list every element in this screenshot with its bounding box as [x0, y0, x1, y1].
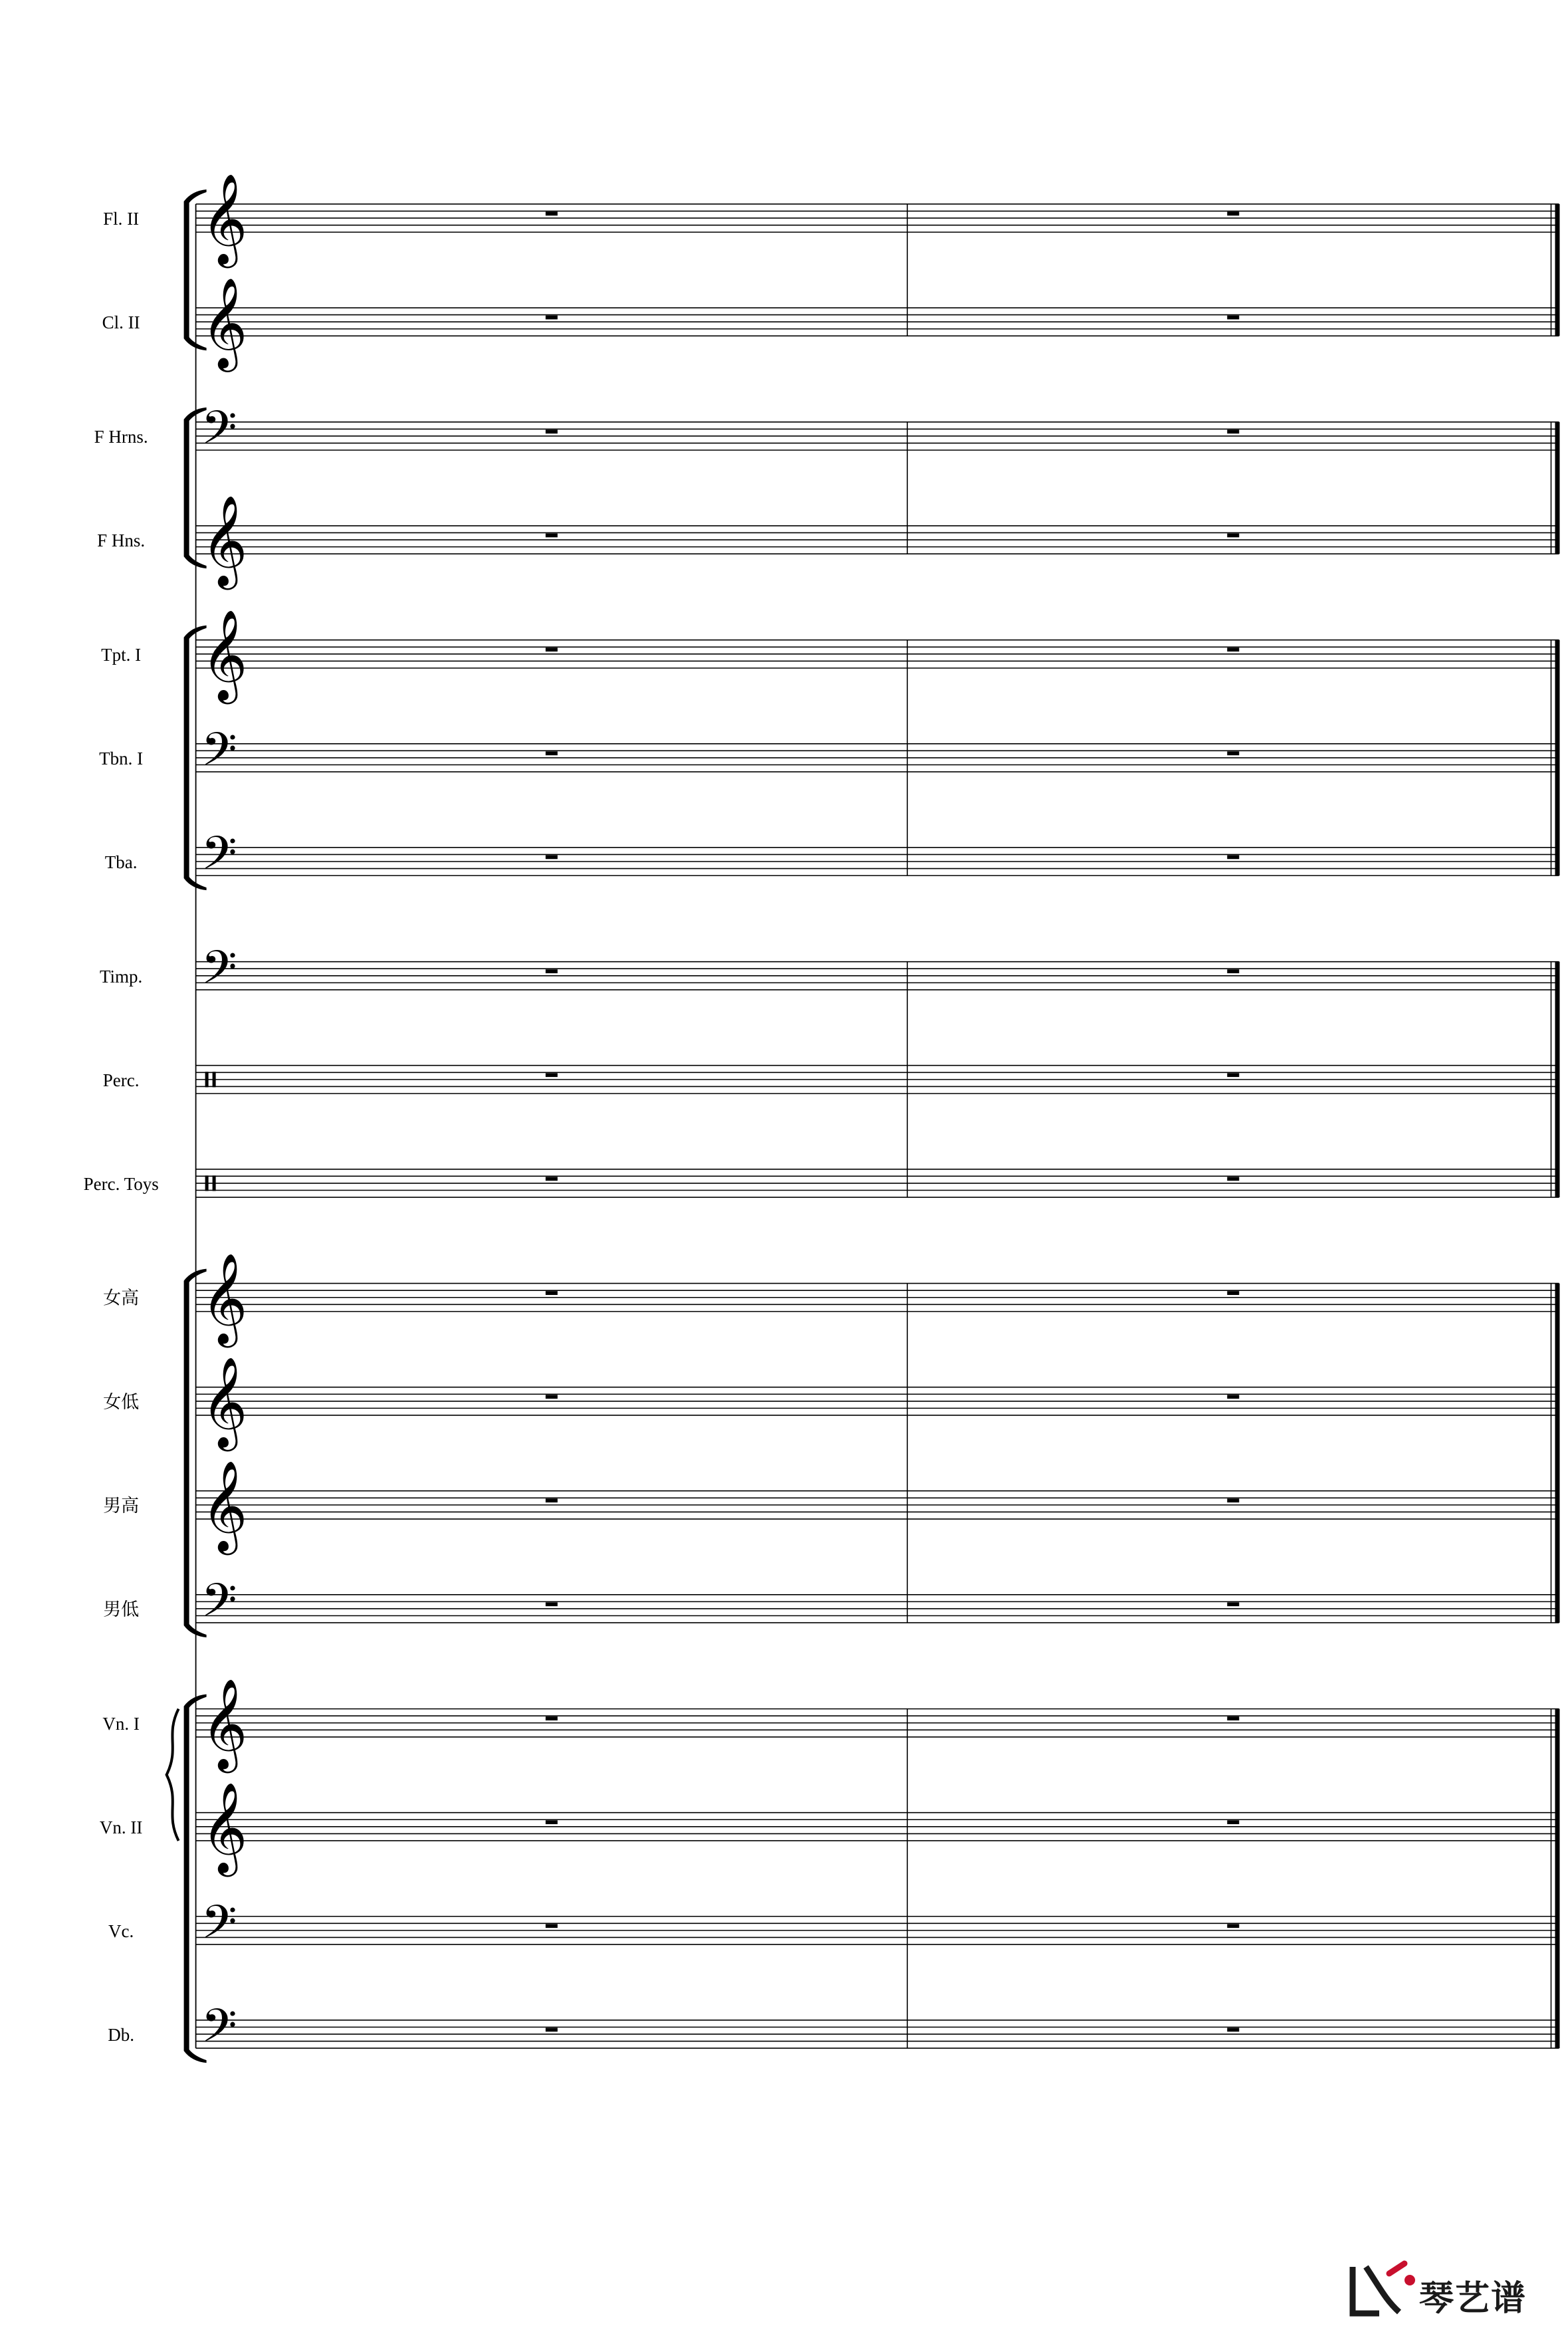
measure-rest [546, 855, 558, 859]
measure-rest [546, 212, 558, 216]
instrument-label: Tba. [104, 852, 138, 872]
instrument-label: Vc. [108, 1921, 134, 1941]
staff-f-hns [196, 494, 1559, 590]
instrument-label: F Hrns. [94, 426, 148, 447]
measure-rest [546, 316, 558, 320]
measure-rest [546, 1820, 558, 1824]
instrument-label: F Hns. [97, 530, 146, 551]
measure-rest [1227, 533, 1239, 537]
treble-clef-icon: 𝄞 [201, 1780, 248, 1873]
staff-perc [196, 1066, 1559, 1094]
instrument-label: 女低 [103, 1391, 140, 1412]
measure-rest [546, 2028, 558, 2032]
treble-clef-icon: 𝄞 [201, 1251, 248, 1343]
instrument-label: Cl. II [102, 312, 140, 333]
treble-clef-icon: 𝄞 [201, 494, 248, 586]
bass-clef-icon: 𝄢 [201, 1573, 237, 1639]
watermark-icon [1353, 2264, 1415, 2313]
measure-rest [1227, 1177, 1239, 1181]
staff-tba [196, 826, 1559, 891]
instrument-label: Timp. [100, 966, 143, 987]
instrument-label: 女高 [103, 1288, 140, 1308]
instrument-label: Perc. Toys [83, 1173, 159, 1194]
staff-男低 [196, 1574, 1559, 1639]
instrument-label: Tpt. I [101, 644, 142, 665]
bass-clef-icon: 𝄢 [201, 1895, 237, 1960]
measure-rest [546, 1291, 558, 1295]
instrument-label: 男低 [103, 1599, 140, 1619]
bass-clef-icon: 𝄢 [201, 722, 237, 788]
measure-rest [1227, 855, 1239, 859]
instrument-label: Db. [108, 2024, 135, 2045]
staff-女高 [196, 1252, 1559, 1347]
instrument-label: Tbn. I [99, 748, 144, 768]
measure-rest [546, 1498, 558, 1502]
measure-rest [546, 1924, 558, 1928]
measure-rest [546, 647, 558, 651]
watermark-text: 琴艺谱 [1419, 2279, 1527, 2319]
measure-rest [546, 1073, 558, 1077]
bracket-strings [167, 1694, 207, 2063]
measure-rest [546, 1716, 558, 1720]
staff-fl-ii [196, 172, 1559, 268]
measure-rest [1227, 212, 1239, 216]
staff-女低 [196, 1355, 1559, 1451]
instrument-label: Vn. II [99, 1817, 143, 1837]
measure-rest [1227, 647, 1239, 651]
staff-tpt-i [196, 608, 1559, 704]
brace-icon [167, 1709, 179, 1841]
treble-clef-icon: 𝄞 [201, 1459, 248, 1552]
measure-rest [546, 429, 558, 433]
treble-clef-icon: 𝄞 [201, 276, 248, 368]
bass-clef-icon: 𝄢 [201, 1998, 237, 2064]
instrument-label: 男高 [103, 1495, 140, 1516]
measure-rest [1227, 316, 1239, 320]
measure-rest [1227, 1291, 1239, 1295]
bass-clef-icon: 𝄢 [201, 826, 237, 891]
measure-rest [1227, 2028, 1239, 2032]
group-brackets [167, 189, 207, 2063]
group-barlines [907, 1284, 1559, 1623]
measure-rest [1227, 751, 1239, 755]
measure-rest [546, 751, 558, 755]
watermark-logo [1353, 2264, 1527, 2319]
measure-rest [546, 969, 558, 973]
measure-rest [546, 533, 558, 537]
measure-rest [1227, 1924, 1239, 1928]
treble-clef-icon: 𝄞 [201, 1355, 248, 1447]
staff-vn-ii [196, 1781, 1559, 1877]
staff-vn-i [196, 1677, 1559, 1773]
staff-db [196, 1999, 1559, 2064]
measure-rest [546, 1177, 558, 1181]
measure-rest [1227, 1498, 1239, 1502]
instrument-label: Vn. I [102, 1713, 140, 1734]
staff-f-hrns [196, 401, 1559, 466]
instrument-label: Perc. [102, 1070, 140, 1090]
measure-rest [1227, 969, 1239, 973]
staff-timp [196, 940, 1559, 1005]
bass-clef-icon: 𝄢 [201, 400, 237, 466]
measure-rest [1227, 429, 1239, 433]
staff-男高 [196, 1459, 1559, 1555]
staff-cl-ii [196, 276, 1559, 372]
measure-rest [1227, 1602, 1239, 1606]
staff-tbn-i [196, 722, 1559, 787]
treble-clef-icon: 𝄞 [201, 1677, 248, 1769]
treble-clef-icon: 𝄞 [201, 608, 248, 700]
measure-rest [1227, 1395, 1239, 1399]
bass-clef-icon: 𝄢 [201, 940, 237, 1006]
staff-perc-toys [196, 1169, 1559, 1197]
group-barlines [907, 1709, 1559, 2048]
measure-rest [546, 1395, 558, 1399]
measure-rest [1227, 1716, 1239, 1720]
measure-rest [1227, 1820, 1239, 1824]
instrument-label: Fl. II [103, 209, 140, 229]
measure-rest [1227, 1073, 1239, 1077]
instrument-labels [84, 209, 159, 2045]
staff-vc [196, 1895, 1559, 1960]
measure-rest [546, 1602, 558, 1606]
staff-system [196, 172, 1560, 2063]
treble-clef-icon: 𝄞 [201, 172, 248, 265]
